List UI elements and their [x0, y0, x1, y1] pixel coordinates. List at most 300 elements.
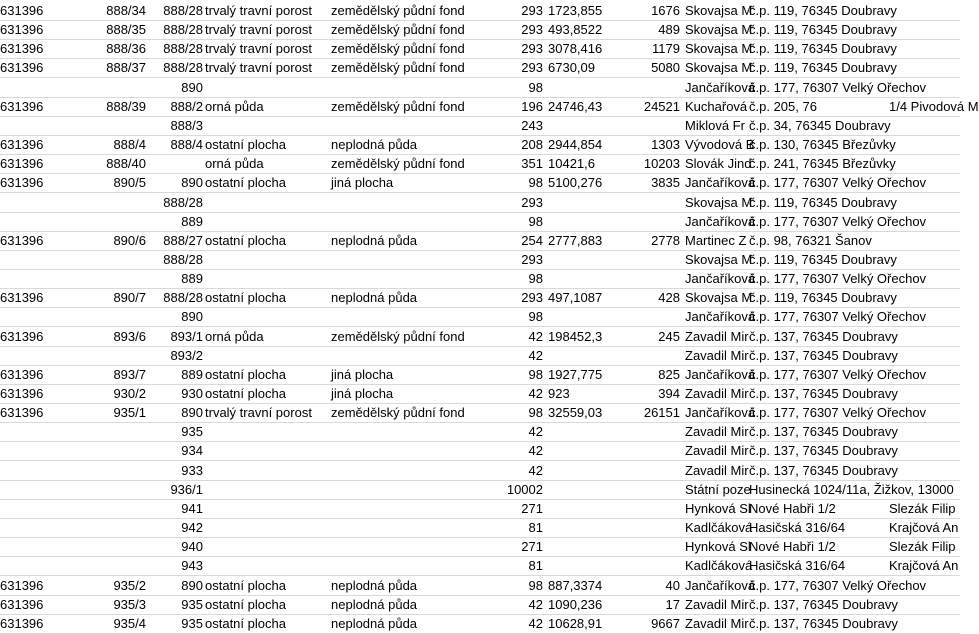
- area-cell[interactable]: [548, 192, 604, 212]
- land-use-cell[interactable]: [331, 77, 471, 97]
- source-parcel-cell[interactable]: 889: [181, 271, 203, 287]
- source-parcel-cell[interactable]: 942: [181, 520, 203, 536]
- share-area-cell[interactable]: [604, 460, 680, 480]
- land-use-cell[interactable]: [331, 421, 471, 441]
- co-owner-cell[interactable]: Krajčová An: [889, 558, 959, 574]
- co-owner-cell[interactable]: [889, 57, 960, 77]
- parcel-cell[interactable]: [70, 555, 146, 575]
- owner-address-cell[interactable]: č.p. 98, 76321 Šanov: [749, 232, 872, 248]
- land-type-cell[interactable]: trvalý travní porost: [205, 405, 312, 421]
- co-owner-cell[interactable]: [889, 38, 960, 58]
- owner-name-cell[interactable]: Jančaříková: [685, 577, 756, 593]
- owner-name-cell[interactable]: Zavadil Mir: [685, 462, 749, 478]
- parcel-cell[interactable]: 888/4: [113, 137, 146, 153]
- source-parcel-cell[interactable]: 943: [181, 558, 203, 574]
- land-use-cell[interactable]: [331, 211, 471, 231]
- co-owner-cell[interactable]: [889, 402, 960, 422]
- parcel-cell[interactable]: 890/6: [113, 232, 146, 248]
- lv-number-cell[interactable]: 271: [521, 500, 543, 516]
- co-owner-cell[interactable]: Slezák Filip: [889, 500, 956, 516]
- land-use-cell[interactable]: [331, 536, 471, 556]
- land-use-cell[interactable]: [331, 479, 471, 499]
- land-type-cell[interactable]: [205, 555, 323, 575]
- share-area-cell[interactable]: 40: [665, 577, 680, 593]
- land-use-cell[interactable]: [331, 345, 471, 365]
- owner-name-cell[interactable]: Zavadil Mir: [685, 443, 749, 459]
- parcel-cell[interactable]: [70, 479, 146, 499]
- owner-name-cell[interactable]: Skovajsa M: [685, 3, 753, 18]
- ku-code-cell[interactable]: [0, 517, 70, 537]
- share-area-cell[interactable]: 245: [658, 328, 680, 344]
- co-owner-cell[interactable]: [889, 383, 960, 403]
- parcel-cell[interactable]: [70, 517, 146, 537]
- share-area-cell[interactable]: [604, 421, 680, 441]
- area-cell[interactable]: 10628,91: [548, 615, 603, 631]
- source-parcel-cell[interactable]: 890: [181, 405, 203, 421]
- ku-code-cell[interactable]: 631396: [0, 98, 44, 114]
- owner-address-cell[interactable]: č.p. 137, 76345 Doubravy: [749, 424, 898, 440]
- land-use-cell[interactable]: zemědělský půdní fond: [331, 41, 465, 57]
- co-owner-cell[interactable]: [889, 77, 960, 97]
- source-parcel-cell[interactable]: 890: [181, 309, 203, 325]
- source-parcel-cell[interactable]: 888/28: [163, 290, 203, 306]
- lv-number-cell[interactable]: 351: [521, 156, 543, 172]
- land-type-cell[interactable]: ostatní plocha: [205, 386, 286, 401]
- land-use-cell[interactable]: [331, 517, 471, 537]
- owner-address-cell[interactable]: č.p. 137, 76345 Doubravy: [749, 386, 898, 401]
- land-use-cell[interactable]: [331, 306, 471, 326]
- land-use-cell[interactable]: [331, 249, 471, 269]
- land-type-cell[interactable]: [205, 460, 323, 480]
- co-owner-cell[interactable]: [889, 594, 960, 614]
- owner-address-cell[interactable]: č.p. 177, 76307 Velký Ořechov: [749, 79, 927, 95]
- co-owner-cell[interactable]: [889, 479, 960, 499]
- land-type-cell[interactable]: orná půda: [205, 328, 264, 344]
- area-cell[interactable]: [548, 306, 604, 326]
- owner-address-cell[interactable]: č.p. 177, 76307 Velký Ořechov: [749, 309, 927, 325]
- parcel-cell[interactable]: [70, 249, 146, 269]
- area-cell[interactable]: 32559,03: [548, 405, 603, 421]
- lv-number-cell[interactable]: 42: [528, 615, 543, 631]
- owner-name-cell[interactable]: Miklová Fr: [685, 117, 745, 133]
- area-cell[interactable]: 1927,775: [548, 366, 603, 382]
- co-owner-cell[interactable]: [889, 306, 960, 326]
- share-area-cell[interactable]: 428: [658, 290, 680, 306]
- owner-name-cell[interactable]: Zavadil Mir: [685, 615, 749, 631]
- area-cell[interactable]: [548, 345, 604, 365]
- lv-number-cell[interactable]: 293: [521, 3, 543, 18]
- co-owner-cell[interactable]: [889, 0, 960, 20]
- source-parcel-cell[interactable]: 893/2: [170, 347, 203, 363]
- land-use-cell[interactable]: jiná plocha: [331, 175, 394, 191]
- owner-name-cell[interactable]: Slovák Jind: [685, 156, 752, 172]
- source-parcel-cell[interactable]: 933: [181, 462, 203, 478]
- parcel-cell[interactable]: [70, 211, 146, 231]
- co-owner-cell[interactable]: [889, 440, 960, 460]
- land-use-cell[interactable]: jiná plocha: [331, 366, 394, 382]
- ku-code-cell[interactable]: 631396: [0, 328, 44, 344]
- parcel-cell[interactable]: [70, 440, 146, 460]
- area-cell[interactable]: 923: [548, 386, 570, 401]
- co-owner-cell[interactable]: [889, 192, 960, 212]
- parcel-cell[interactable]: 888/36: [106, 41, 146, 57]
- ku-code-cell[interactable]: [0, 268, 70, 288]
- area-cell[interactable]: [548, 517, 604, 537]
- ku-code-cell[interactable]: [0, 115, 70, 135]
- parcel-cell[interactable]: 888/35: [106, 22, 146, 38]
- share-area-cell[interactable]: 26151: [643, 405, 680, 421]
- land-type-cell[interactable]: ostatní plocha: [205, 615, 286, 631]
- share-area-cell[interactable]: [604, 345, 680, 365]
- owner-address-cell[interactable]: č.p. 119, 76345 Doubravy: [749, 194, 897, 210]
- lv-number-cell[interactable]: 42: [528, 424, 543, 440]
- ku-code-cell[interactable]: 631396: [0, 22, 44, 38]
- owner-name-cell[interactable]: Jančaříková: [685, 366, 756, 382]
- lv-number-cell[interactable]: 98: [528, 577, 543, 593]
- parcel-cell[interactable]: 930/2: [113, 386, 146, 401]
- area-cell[interactable]: [548, 460, 604, 480]
- source-parcel-cell[interactable]: 930: [181, 386, 203, 401]
- lv-number-cell[interactable]: 98: [528, 366, 543, 382]
- parcel-cell[interactable]: 935/2: [113, 577, 146, 593]
- area-cell[interactable]: [548, 268, 604, 288]
- land-use-cell[interactable]: [331, 115, 471, 135]
- land-type-cell[interactable]: orná půda: [205, 98, 264, 114]
- co-owner-cell[interactable]: [889, 172, 960, 192]
- owner-name-cell[interactable]: Skovajsa M: [685, 290, 753, 306]
- owner-name-cell[interactable]: Jančaříková: [685, 271, 756, 287]
- owner-address-cell[interactable]: č.p. 241, 76345 Březůvky: [749, 156, 896, 172]
- ku-code-cell[interactable]: [0, 479, 70, 499]
- source-parcel-cell[interactable]: 893/1: [170, 328, 203, 344]
- co-owner-cell[interactable]: [889, 287, 960, 307]
- share-area-cell[interactable]: 489: [658, 22, 680, 38]
- owner-address-cell[interactable]: č.p. 119, 76345 Doubravy: [749, 290, 897, 306]
- ku-code-cell[interactable]: [0, 536, 70, 556]
- lv-number-cell[interactable]: 196: [521, 98, 543, 114]
- area-cell[interactable]: [548, 211, 604, 231]
- owner-address-cell[interactable]: Nové Habři 1/2: [749, 500, 836, 516]
- owner-address-cell[interactable]: č.p. 137, 76345 Doubravy: [749, 462, 898, 478]
- land-type-cell[interactable]: [205, 192, 323, 212]
- owner-address-cell[interactable]: č.p. 177, 76307 Velký Ořechov: [749, 213, 927, 229]
- parcel-cell[interactable]: [70, 306, 146, 326]
- parcel-cell[interactable]: 890/7: [113, 290, 146, 306]
- ku-code-cell[interactable]: [0, 211, 70, 231]
- ku-code-cell[interactable]: [0, 460, 70, 480]
- share-area-cell[interactable]: [604, 498, 680, 518]
- share-area-cell[interactable]: 5080: [651, 60, 680, 76]
- ku-code-cell[interactable]: [0, 77, 70, 97]
- share-area-cell[interactable]: [604, 306, 680, 326]
- lv-number-cell[interactable]: 293: [521, 41, 543, 57]
- parcel-cell[interactable]: [70, 460, 146, 480]
- share-area-cell[interactable]: 2778: [651, 232, 680, 248]
- owner-address-cell[interactable]: č.p. 205, 76: [749, 98, 817, 114]
- owner-name-cell[interactable]: Jančaříková: [685, 309, 756, 325]
- share-area-cell[interactable]: 1303: [651, 137, 680, 153]
- ku-code-cell[interactable]: [0, 249, 70, 269]
- land-use-cell[interactable]: zemědělský půdní fond: [331, 156, 465, 172]
- co-owner-cell[interactable]: [889, 460, 960, 480]
- source-parcel-cell[interactable]: 888/28: [163, 3, 203, 18]
- lv-number-cell[interactable]: 293: [521, 290, 543, 306]
- owner-name-cell[interactable]: Zavadil Mir: [685, 424, 749, 440]
- owner-name-cell[interactable]: Kadlčáková: [685, 558, 753, 574]
- parcel-cell[interactable]: [70, 345, 146, 365]
- co-owner-cell[interactable]: [889, 364, 960, 384]
- share-area-cell[interactable]: 394: [658, 386, 680, 401]
- source-parcel-cell[interactable]: 889: [181, 213, 203, 229]
- source-parcel-cell[interactable]: 888/28: [163, 22, 203, 38]
- lv-number-cell[interactable]: 42: [528, 386, 543, 401]
- parcel-cell[interactable]: [70, 498, 146, 518]
- ku-code-cell[interactable]: 631396: [0, 577, 44, 593]
- parcel-cell[interactable]: 888/40: [106, 156, 146, 172]
- co-owner-cell[interactable]: [889, 134, 960, 154]
- lv-number-cell[interactable]: 208: [521, 137, 543, 153]
- co-owner-cell[interactable]: [889, 421, 960, 441]
- land-type-cell[interactable]: trvalý travní porost: [205, 41, 312, 57]
- area-cell[interactable]: [548, 115, 604, 135]
- co-owner-cell[interactable]: [889, 115, 960, 135]
- area-cell[interactable]: 3078,416: [548, 41, 603, 57]
- owner-address-cell[interactable]: č.p. 119, 76345 Doubravy: [749, 22, 897, 38]
- land-type-cell[interactable]: ostatní plocha: [205, 175, 286, 191]
- lv-number-cell[interactable]: 98: [528, 213, 543, 229]
- owner-name-cell[interactable]: Zavadil Mir: [685, 596, 749, 612]
- lv-number-cell[interactable]: 293: [521, 194, 543, 210]
- ku-code-cell[interactable]: [0, 555, 70, 575]
- co-owner-cell[interactable]: [889, 230, 960, 250]
- owner-address-cell[interactable]: č.p. 137, 76345 Doubravy: [749, 347, 898, 363]
- owner-name-cell[interactable]: Kadlčáková: [685, 520, 753, 536]
- owner-address-cell[interactable]: č.p. 119, 76345 Doubravy: [749, 60, 897, 76]
- parcel-cell[interactable]: 935/3: [113, 596, 146, 612]
- land-use-cell[interactable]: [331, 460, 471, 480]
- source-parcel-cell[interactable]: 941: [181, 500, 203, 516]
- owner-address-cell[interactable]: č.p. 137, 76345 Doubravy: [749, 443, 898, 459]
- share-area-cell[interactable]: [604, 536, 680, 556]
- parcel-cell[interactable]: 935/4: [113, 615, 146, 631]
- ku-code-cell[interactable]: 631396: [0, 386, 44, 401]
- share-area-cell[interactable]: 825: [658, 366, 680, 382]
- ku-code-cell[interactable]: 631396: [0, 366, 44, 382]
- share-area-cell[interactable]: 1179: [652, 41, 680, 57]
- land-use-cell[interactable]: zemědělský půdní fond: [331, 3, 465, 18]
- ku-code-cell[interactable]: 631396: [0, 60, 44, 76]
- area-cell[interactable]: 1723,855: [548, 3, 603, 18]
- land-use-cell[interactable]: zemědělský půdní fond: [331, 60, 465, 76]
- ku-code-cell[interactable]: 631396: [0, 615, 44, 631]
- land-use-cell[interactable]: zemědělský půdní fond: [331, 22, 465, 38]
- lv-number-cell[interactable]: 81: [528, 558, 543, 574]
- lv-number-cell[interactable]: 42: [528, 443, 543, 459]
- parcel-cell[interactable]: 893/7: [113, 366, 146, 382]
- area-cell[interactable]: [548, 498, 604, 518]
- land-use-cell[interactable]: zemědělský půdní fond: [331, 328, 465, 344]
- source-parcel-cell[interactable]: 890: [181, 577, 203, 593]
- land-type-cell[interactable]: [205, 115, 323, 135]
- co-owner-cell[interactable]: [889, 326, 960, 346]
- area-cell[interactable]: [548, 479, 604, 499]
- owner-address-cell[interactable]: č.p. 177, 76307 Velký Ořechov: [749, 405, 927, 421]
- lv-number-cell[interactable]: 293: [521, 22, 543, 38]
- parcel-cell[interactable]: 935/1: [113, 405, 146, 421]
- owner-name-cell[interactable]: Skovajsa M: [685, 41, 753, 57]
- source-parcel-cell[interactable]: 888/4: [170, 137, 203, 153]
- owner-address-cell[interactable]: Hasičská 316/64: [749, 558, 846, 574]
- area-cell[interactable]: 198452,3: [548, 328, 603, 344]
- ku-code-cell[interactable]: 631396: [0, 41, 44, 57]
- source-parcel-cell[interactable]: 935: [181, 615, 203, 631]
- owner-name-cell[interactable]: Martinec Z: [685, 232, 747, 248]
- co-owner-cell[interactable]: [889, 211, 960, 231]
- ku-code-cell[interactable]: [0, 498, 70, 518]
- source-parcel-cell[interactable]: 890: [181, 175, 203, 191]
- lv-number-cell[interactable]: 42: [528, 596, 543, 612]
- share-area-cell[interactable]: [604, 479, 680, 499]
- land-type-cell[interactable]: orná půda: [205, 156, 264, 172]
- source-parcel-cell[interactable]: 935: [181, 424, 203, 440]
- land-type-cell[interactable]: [205, 479, 323, 499]
- owner-name-cell[interactable]: Hynková Sl: [685, 500, 751, 516]
- source-parcel-cell[interactable]: 936/1: [170, 481, 203, 497]
- land-type-cell[interactable]: [205, 440, 323, 460]
- owner-address-cell[interactable]: č.p. 177, 76307 Velký Ořechov: [749, 175, 927, 191]
- owner-address-cell[interactable]: č.p. 130, 76345 Březůvky: [749, 137, 896, 153]
- owner-name-cell[interactable]: Jančaříková: [685, 213, 756, 229]
- land-use-cell[interactable]: neplodná půda: [331, 290, 418, 306]
- area-cell[interactable]: 2777,883: [548, 232, 603, 248]
- source-parcel-cell[interactable]: 888/28: [163, 194, 203, 210]
- co-owner-cell[interactable]: Krajčová An: [889, 520, 959, 536]
- land-type-cell[interactable]: ostatní plocha: [205, 577, 286, 593]
- ku-code-cell[interactable]: [0, 306, 70, 326]
- source-parcel-cell[interactable]: 888/3: [170, 117, 203, 133]
- share-area-cell[interactable]: 24521: [643, 98, 680, 114]
- co-owner-cell[interactable]: [889, 153, 960, 173]
- lv-number-cell[interactable]: 243: [521, 117, 543, 133]
- area-cell[interactable]: 6730,09: [548, 60, 595, 76]
- land-use-cell[interactable]: [331, 498, 471, 518]
- owner-name-cell[interactable]: Zavadil Mir: [685, 347, 749, 363]
- parcel-cell[interactable]: [70, 192, 146, 212]
- owner-address-cell[interactable]: Hasičská 316/64: [749, 520, 846, 536]
- co-owner-cell[interactable]: [889, 345, 960, 365]
- share-area-cell[interactable]: [604, 517, 680, 537]
- area-cell[interactable]: 493,8522: [548, 22, 603, 38]
- lv-number-cell[interactable]: 10002: [506, 481, 543, 497]
- share-area-cell[interactable]: 3835: [651, 175, 680, 191]
- lv-number-cell[interactable]: 42: [528, 462, 543, 478]
- source-parcel-cell[interactable]: 934: [181, 443, 203, 459]
- share-area-cell[interactable]: [604, 192, 680, 212]
- parcel-cell[interactable]: [70, 268, 146, 288]
- land-type-cell[interactable]: ostatní plocha: [205, 596, 286, 612]
- owner-name-cell[interactable]: Jančaříková: [685, 405, 756, 421]
- lv-number-cell[interactable]: 98: [528, 271, 543, 287]
- owner-address-cell[interactable]: č.p. 137, 76345 Doubravy: [749, 328, 898, 344]
- area-cell[interactable]: [548, 249, 604, 269]
- parcel-cell[interactable]: 890/5: [113, 175, 146, 191]
- area-cell[interactable]: [548, 421, 604, 441]
- land-type-cell[interactable]: ostatní plocha: [205, 137, 286, 153]
- lv-number-cell[interactable]: 98: [528, 405, 543, 421]
- share-area-cell[interactable]: [604, 268, 680, 288]
- lv-number-cell[interactable]: 293: [521, 60, 543, 76]
- lv-number-cell[interactable]: 81: [528, 520, 543, 536]
- lv-number-cell[interactable]: 98: [528, 79, 543, 95]
- owner-address-cell[interactable]: č.p. 137, 76345 Doubravy: [749, 615, 898, 631]
- land-use-cell[interactable]: zemědělský půdní fond: [331, 405, 465, 421]
- parcel-cell[interactable]: 888/37: [106, 60, 146, 76]
- co-owner-cell[interactable]: [889, 19, 960, 39]
- area-cell[interactable]: 2944,854: [548, 137, 603, 153]
- co-owner-cell[interactable]: [889, 575, 960, 595]
- land-type-cell[interactable]: trvalý travní porost: [205, 22, 312, 38]
- ku-code-cell[interactable]: 631396: [0, 3, 44, 18]
- land-type-cell[interactable]: trvalý travní porost: [205, 3, 312, 18]
- area-cell[interactable]: 887,3374: [548, 577, 603, 593]
- share-area-cell[interactable]: [604, 249, 680, 269]
- parcel-cell[interactable]: 893/6: [113, 328, 146, 344]
- owner-name-cell[interactable]: Zavadil Mir: [685, 386, 749, 401]
- land-use-cell[interactable]: neplodná půda: [331, 232, 418, 248]
- land-use-cell[interactable]: [331, 268, 471, 288]
- co-owner-cell[interactable]: [889, 613, 960, 633]
- co-owner-cell[interactable]: [889, 268, 960, 288]
- area-cell[interactable]: 10421,6: [548, 156, 595, 172]
- land-use-cell[interactable]: jiná plocha: [331, 386, 394, 401]
- ku-code-cell[interactable]: [0, 192, 70, 212]
- share-area-cell[interactable]: [604, 77, 680, 97]
- co-owner-cell[interactable]: [889, 249, 960, 269]
- parcel-cell[interactable]: [70, 536, 146, 556]
- owner-address-cell[interactable]: č.p. 34, 76345 Doubravy: [749, 117, 891, 133]
- land-use-cell[interactable]: [331, 192, 471, 212]
- share-area-cell[interactable]: 10203: [643, 156, 680, 172]
- lv-number-cell[interactable]: 293: [521, 251, 543, 267]
- owner-name-cell[interactable]: Jančaříková: [685, 175, 756, 191]
- owner-address-cell[interactable]: č.p. 177, 76307 Velký Ořechov: [749, 577, 927, 593]
- share-area-cell[interactable]: 1676: [651, 3, 680, 18]
- land-type-cell[interactable]: ostatní plocha: [205, 290, 286, 306]
- owner-address-cell[interactable]: č.p. 137, 76345 Doubravy: [749, 596, 898, 612]
- co-owner-cell[interactable]: 1/4 Pivodová M: [889, 98, 979, 114]
- owner-address-cell[interactable]: Husinecká 1024/11a, Žižkov, 13000: [749, 481, 954, 497]
- parcel-cell[interactable]: [70, 115, 146, 135]
- owner-address-cell[interactable]: č.p. 177, 76307 Velký Ořechov: [749, 366, 927, 382]
- share-area-cell[interactable]: [604, 211, 680, 231]
- share-area-cell[interactable]: [604, 115, 680, 135]
- owner-name-cell[interactable]: Jančaříková: [685, 79, 756, 95]
- ku-code-cell[interactable]: 631396: [0, 156, 44, 172]
- owner-name-cell[interactable]: Vývodová B: [685, 137, 755, 153]
- source-parcel-cell[interactable]: 888/28: [163, 41, 203, 57]
- source-parcel-cell[interactable]: 935: [181, 596, 203, 612]
- land-type-cell[interactable]: [205, 498, 323, 518]
- share-area-cell[interactable]: 17: [665, 596, 680, 612]
- land-use-cell[interactable]: neplodná půda: [331, 577, 418, 593]
- source-parcel-cell[interactable]: 889: [181, 366, 203, 382]
- land-type-cell[interactable]: [205, 306, 323, 326]
- lv-number-cell[interactable]: 98: [528, 309, 543, 325]
- area-cell[interactable]: 5100,276: [548, 175, 603, 191]
- owner-name-cell[interactable]: Skovajsa M: [685, 60, 753, 76]
- parcel-cell[interactable]: [70, 421, 146, 441]
- land-type-cell[interactable]: [205, 517, 323, 537]
